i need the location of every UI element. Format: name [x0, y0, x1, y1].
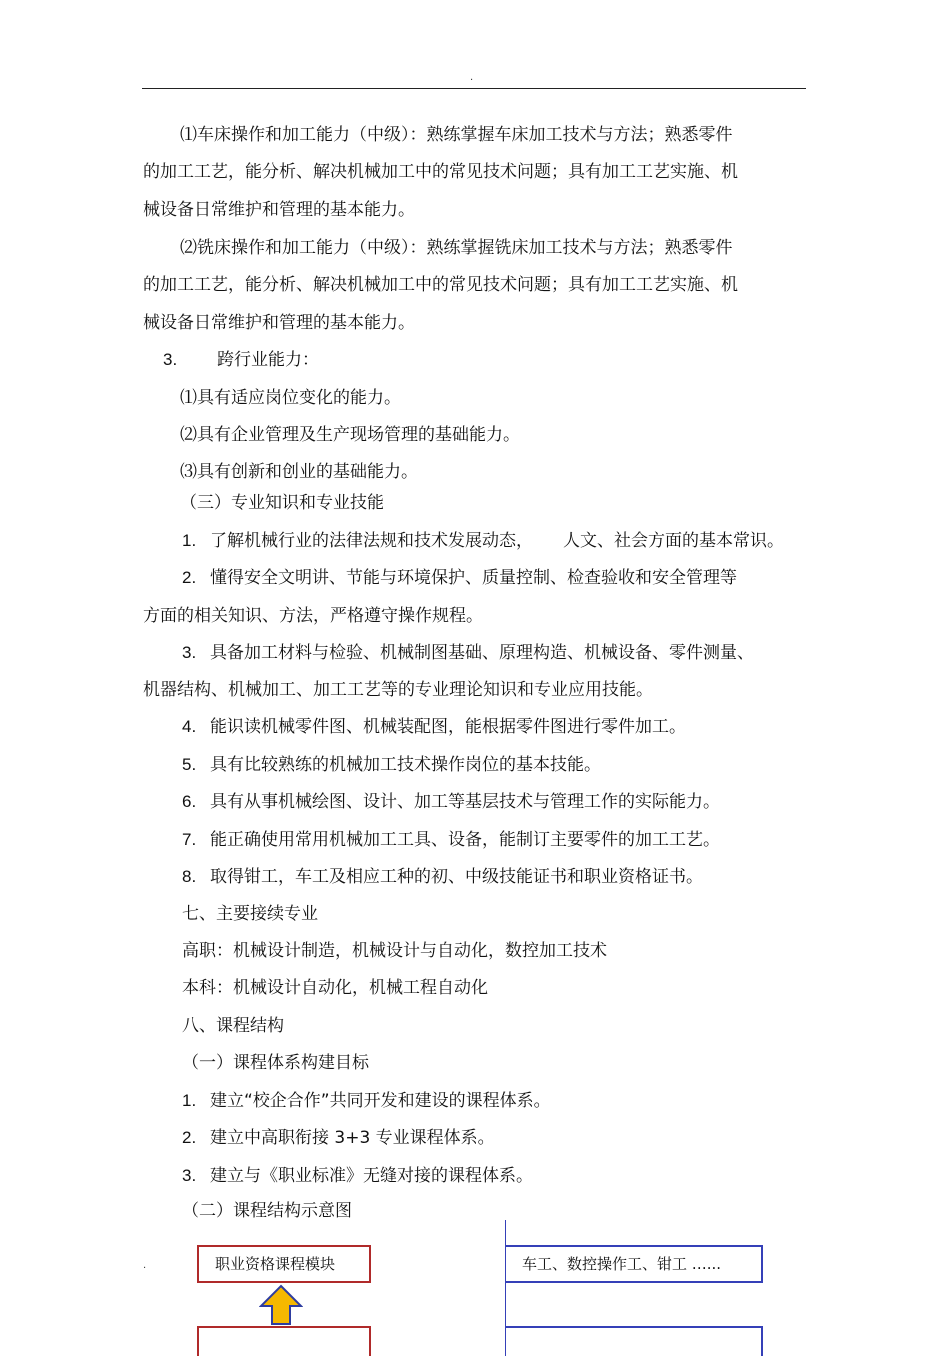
- list-item: [182, 1165, 533, 1187]
- section-heading: （二）课程结构示意图: [182, 1201, 352, 1221]
- list-text: 具有比较熟练的机械加工技术操作岗位的基本技能。: [210, 755, 601, 775]
- up-arrow-icon: [259, 1284, 303, 1328]
- paragraph-line: 械设备日常维护和管理的基本能力。: [143, 200, 415, 220]
- list-number: 3.: [182, 643, 197, 662]
- list-number: 7.: [182, 830, 197, 849]
- list-item: [182, 716, 686, 738]
- list-text: 建立中高职衔接 3+3 专业课程体系。: [210, 1128, 495, 1148]
- section-heading: 八、课程结构: [182, 1016, 284, 1036]
- list-number: 3.: [182, 1166, 197, 1185]
- paragraph-line: ⑴具有适应岗位变化的能力。: [180, 388, 401, 408]
- footer-dot: .: [143, 1260, 147, 1271]
- list-number: 4.: [182, 717, 197, 736]
- paragraph-line: 方面的相关知识、方法，严格遵守操作规程。: [143, 606, 483, 626]
- box-label: 职业资格课程模块: [215, 1255, 336, 1273]
- paragraph-line: 的加工工艺，能分析、解决机械加工中的常见技术问题；具有加工工艺实施、机: [143, 275, 738, 295]
- list-number: 1.: [182, 1091, 197, 1110]
- course-module-box-lower: [197, 1326, 371, 1356]
- header-dot: .: [470, 72, 474, 83]
- section-heading: （一）课程体系构建目标: [182, 1053, 369, 1073]
- list-item: [182, 791, 720, 813]
- list-number: 8.: [182, 867, 197, 886]
- list-text: 能识读机械零件图、机械装配图，能根据零件图进行零件加工。: [210, 717, 686, 737]
- vocational-qualification-module-box: [197, 1245, 371, 1283]
- paragraph-line: ⑵铣床操作和加工能力（中级）：熟练掌握铣床加工技术与方法；熟悉零件: [180, 238, 733, 258]
- list-number: 2.: [182, 1128, 197, 1147]
- list-item: [163, 349, 319, 371]
- paragraph-line: 的加工工艺，能分析、解决机械加工中的常见技术问题；具有加工工艺实施、机: [143, 162, 738, 182]
- paragraph-line: ⑴车床操作和加工能力（中级）：熟练掌握车床加工技术与方法；熟悉零件: [180, 125, 733, 145]
- box-label: 车工、数控操作工、钳工 …...: [522, 1255, 722, 1273]
- list-number: 5.: [182, 755, 197, 774]
- list-text: 建立“校企合作”共同开发和建设的课程体系。: [210, 1091, 551, 1111]
- list-item: [182, 530, 784, 552]
- paragraph-line: 本科：机械设计自动化，机械工程自动化: [182, 978, 488, 998]
- list-item: [182, 1127, 495, 1149]
- list-text: 懂得安全文明讲、节能与环境保护、质量控制、检查验收和安全管理等: [210, 568, 737, 588]
- list-text: 能正确使用常用机械加工工具、设备，能制订主要零件的加工工艺。: [210, 830, 720, 850]
- list-text: 跨行业能力：: [217, 350, 319, 370]
- job-types-box: [505, 1245, 763, 1283]
- list-item: [182, 567, 737, 589]
- paragraph-line: 高职：机械设计制造，机械设计与自动化，数控加工技术: [182, 941, 607, 961]
- paragraph-line: 机器结构、机械加工、加工工艺等的专业理论知识和专业应用技能。: [143, 680, 653, 700]
- list-item: [182, 642, 754, 664]
- section-heading: 七、主要接续专业: [182, 904, 318, 924]
- list-text: 了解机械行业的法律法规和技术发展动态，: [210, 531, 533, 551]
- list-item: [182, 866, 703, 888]
- list-text: 具有从事机械绘图、设计、加工等基层技术与管理工作的实际能力。: [210, 792, 720, 812]
- list-number: 1.: [182, 531, 197, 550]
- job-types-box-lower: [505, 1326, 763, 1356]
- paragraph-line: 械设备日常维护和管理的基本能力。: [143, 313, 415, 333]
- paragraph-line: ⑶具有创新和创业的基础能力。: [180, 462, 418, 482]
- list-number: 6.: [182, 792, 197, 811]
- list-item: [182, 1090, 551, 1112]
- list-text: 具备加工材料与检验、机械制图基础、原理构造、机械设备、零件测量、: [210, 643, 754, 663]
- list-text: 建立与《职业标准》无缝对接的课程体系。: [210, 1166, 533, 1186]
- list-number: 2.: [182, 568, 197, 587]
- list-text: 人文、社会方面的基本常识。: [563, 531, 784, 551]
- list-item: [182, 754, 601, 776]
- list-text: 取得钳工，车工及相应工种的初、中级技能证书和职业资格证书。: [210, 867, 703, 887]
- list-item: [182, 829, 720, 851]
- header-rule: [142, 88, 806, 89]
- list-number: 3.: [163, 350, 178, 369]
- section-heading: （三）专业知识和专业技能: [180, 493, 384, 513]
- paragraph-line: ⑵具有企业管理及生产现场管理的基础能力。: [180, 425, 520, 445]
